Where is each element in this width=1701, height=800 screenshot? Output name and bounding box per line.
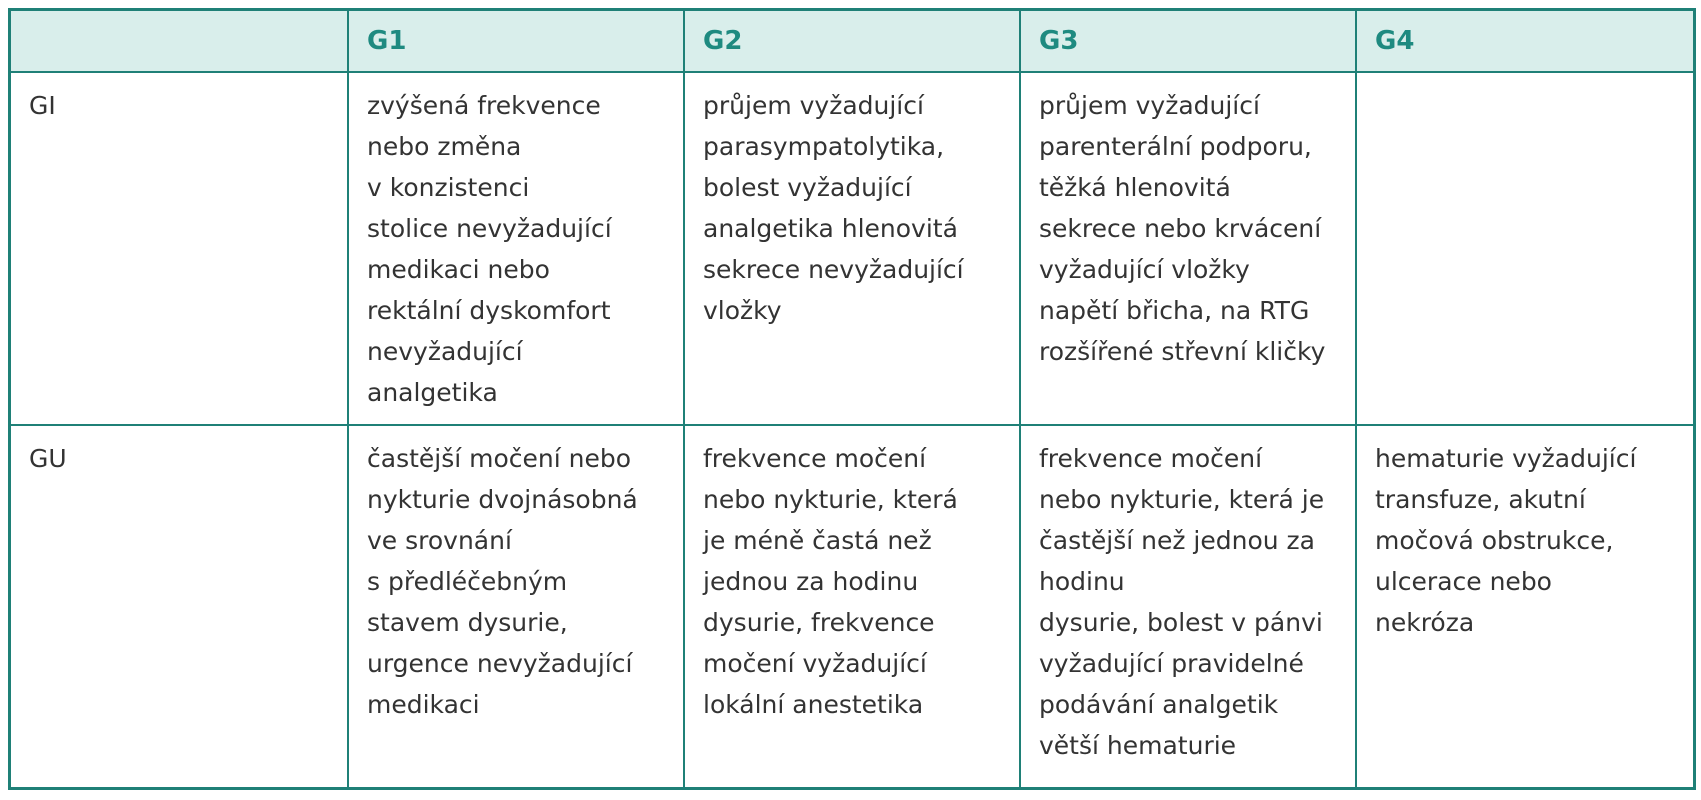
- cell-text-line: bolest vyžadující: [703, 173, 912, 202]
- header-row: [11, 11, 1693, 72]
- cell-text-line: lokální anestetika: [703, 690, 924, 720]
- cell-gu-g2: [684, 425, 1020, 787]
- header-cell-g4: G4: [1356, 11, 1693, 72]
- header-cell-g3: G3: [1020, 11, 1356, 72]
- cell-text-line: nekróza: [1375, 608, 1475, 638]
- cell-gi-g1: [348, 72, 684, 425]
- cell-text-line: je méně častá než: [703, 526, 932, 556]
- cell-text-line: analgetika hlenovitá: [703, 214, 958, 243]
- cell-text-line: s předléčebným: [367, 567, 568, 597]
- cell-gu-g4: [1356, 425, 1693, 787]
- cell-text-line: parenterální podporu,: [1039, 132, 1312, 161]
- cell-text-line: hematurie vyžadující: [1375, 444, 1637, 474]
- cell-text-line: stolice nevyžadující: [367, 214, 612, 243]
- cell-text-line: jednou za hodinu: [703, 567, 919, 597]
- cell-text-line: ve srovnání: [367, 526, 512, 556]
- table-row-gi: [11, 72, 1693, 425]
- cell-text-line: napětí břicha, na RTG: [1039, 296, 1310, 325]
- cell-text-line: frekvence močení: [1039, 444, 1263, 474]
- cell-text-line: močová obstrukce,: [1375, 526, 1614, 556]
- cell-text-line: medikaci nebo: [367, 255, 550, 284]
- header-cell-empty: [11, 11, 348, 72]
- cell-text-line: nevyžadující: [367, 337, 523, 366]
- cell-text-line: analgetika: [367, 378, 498, 407]
- cell-text-line: podávání analgetik: [1039, 690, 1279, 720]
- header-cell-g2: G2: [684, 11, 1020, 72]
- row-label-gi: GI: [11, 72, 348, 425]
- cell-text-line: vložky: [703, 296, 782, 325]
- cell-text-line: transfuze, akutní: [1375, 485, 1586, 515]
- cell-text-line: hodinu: [1039, 567, 1125, 597]
- row-label-gu: GU: [11, 425, 348, 787]
- cell-text-line: průjem vyžadující: [1039, 91, 1260, 120]
- cell-gi-g4: [1356, 72, 1693, 425]
- cell-text-line: sekrece nevyžadující: [703, 255, 964, 284]
- cell-text-line: vyžadující vložky: [1039, 255, 1250, 284]
- toxicity-grading-table-frame: [8, 8, 1696, 790]
- cell-text-line: močení vyžadující: [703, 649, 927, 679]
- cell-gi-g2: [684, 72, 1020, 425]
- cell-text-line: větší hematurie: [1039, 731, 1237, 761]
- cell-gu-g3: [1020, 425, 1356, 787]
- cell-text-line: v konzistenci: [367, 173, 530, 202]
- cell-text-line: rozšířené střevní kličky: [1039, 337, 1326, 366]
- cell-text-line: sekrece nebo krvácení: [1039, 214, 1322, 243]
- cell-text-line: urgence nevyžadující: [367, 649, 633, 679]
- cell-text-line: ulcerace nebo: [1375, 567, 1552, 597]
- cell-text-line: stavem dysurie,: [367, 608, 568, 638]
- cell-text-line: medikaci: [367, 690, 480, 720]
- cell-text-line: nebo nykturie, která: [703, 485, 958, 515]
- cell-gu-g1: [348, 425, 684, 787]
- toxicity-grading-table: [11, 11, 1693, 787]
- cell-text-line: rektální dyskomfort: [367, 296, 611, 325]
- header-cell-g1: G1: [348, 11, 684, 72]
- cell-text-line: frekvence močení: [703, 444, 927, 474]
- cell-text-line: zvýšená frekvence: [367, 91, 601, 120]
- cell-text-line: nebo nykturie, která je: [1039, 485, 1325, 515]
- cell-text-line: dysurie, frekvence: [703, 608, 935, 638]
- cell-text-line: průjem vyžadující: [703, 91, 924, 120]
- cell-text-line: těžká hlenovitá: [1039, 173, 1231, 202]
- table-row-gu: [11, 425, 1693, 787]
- cell-text-line: častější než jednou za: [1039, 526, 1316, 556]
- cell-text-line: parasympatolytika,: [703, 132, 945, 161]
- cell-text-line: dysurie, bolest v pánvi: [1039, 608, 1323, 638]
- cell-text-line: častější močení nebo: [367, 444, 632, 474]
- cell-gi-g3: [1020, 72, 1356, 425]
- cell-text-line: nykturie dvojnásobná: [367, 485, 638, 515]
- cell-text-line: vyžadující pravidelné: [1039, 649, 1304, 679]
- cell-text-line: nebo změna: [367, 132, 522, 161]
